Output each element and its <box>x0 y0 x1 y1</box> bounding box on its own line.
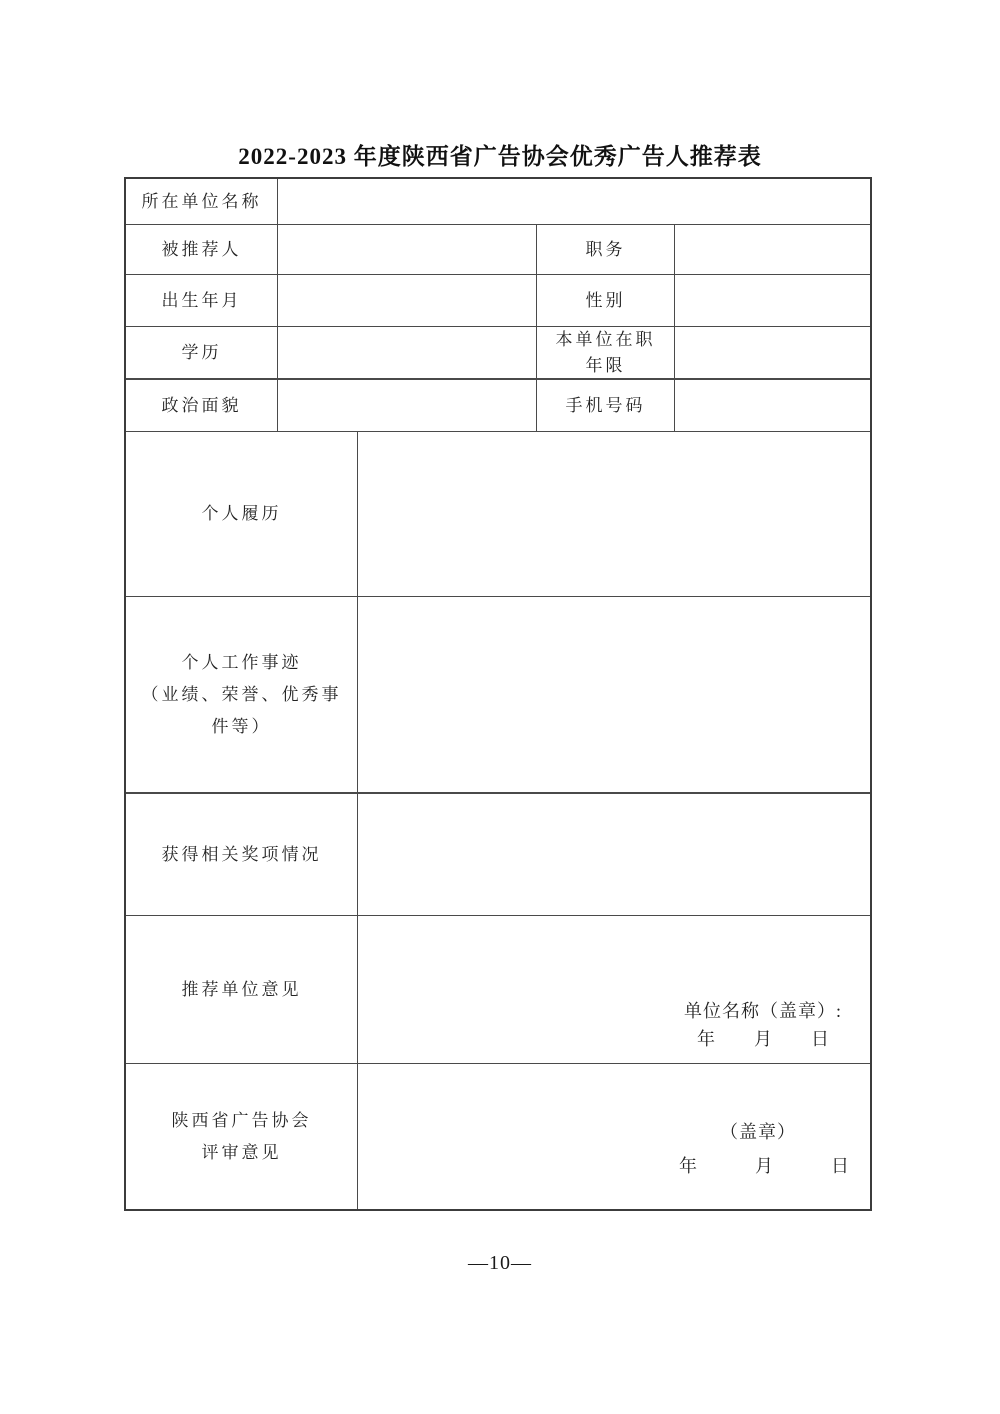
work-achievements-value-cell <box>358 597 870 792</box>
nominee-label-cell <box>126 225 278 274</box>
position-value-cell <box>675 225 870 274</box>
awards-value-cell <box>358 794 870 915</box>
birthdate-value-cell <box>278 275 537 326</box>
education-label-cell <box>126 327 278 378</box>
recommending-unit-opinion-label-cell <box>126 916 358 1063</box>
page-number: —10— <box>468 1252 532 1274</box>
personal-resume-label-cell <box>126 432 358 596</box>
personal-resume-label: 个人履历 <box>201 504 282 523</box>
work-achievements-label-cell <box>126 597 358 792</box>
tenure-label-cell <box>537 327 675 378</box>
association-stamp-label: （盖章） <box>720 1122 796 1142</box>
phone-label-cell <box>537 380 675 431</box>
gender-label: 性别 <box>585 290 626 310</box>
association-stamp-date-line: 年 月 日 <box>679 1156 850 1176</box>
row-political-phone <box>126 380 870 432</box>
row-education-tenure <box>126 327 870 380</box>
unit-name-label: 所在单位名称 <box>141 191 262 211</box>
row-personal-resume <box>126 432 870 597</box>
birthdate-label-cell <box>126 275 278 326</box>
political-status-label: 政治面貌 <box>161 395 242 415</box>
row-birth-gender <box>126 275 870 327</box>
tenure-value-cell <box>675 327 870 378</box>
unit-stamp-block <box>358 997 870 1053</box>
association-review-value-cell <box>358 1064 870 1209</box>
row-nominee-position <box>126 225 870 275</box>
phone-value-cell <box>675 380 870 431</box>
awards-label: 获得相关奖项情况 <box>161 844 322 864</box>
education-label: 学历 <box>181 342 222 362</box>
unit-stamp-label: 单位名称（盖章）: <box>683 1001 842 1021</box>
row-recommending-unit-opinion <box>126 916 870 1064</box>
nominee-value-cell <box>278 225 537 274</box>
association-review-label-cell <box>126 1064 358 1209</box>
row-work-achievements <box>126 597 870 794</box>
recommending-unit-opinion-label: 推荐单位意见 <box>181 979 302 999</box>
political-status-value-cell <box>278 380 537 431</box>
association-stamp-block <box>358 1115 870 1183</box>
personal-resume-value-cell <box>358 432 870 596</box>
tenure-label: 本单位在职 年限 <box>555 329 656 375</box>
phone-label: 手机号码 <box>565 395 646 415</box>
birthdate-label: 出生年月 <box>161 290 242 310</box>
form-title: 2022-2023 年度陕西省广告协会优秀广告人推荐表 <box>238 144 762 169</box>
position-label: 职务 <box>585 239 626 259</box>
recommending-unit-opinion-value-cell <box>358 916 870 1063</box>
education-value-cell <box>278 327 537 378</box>
nominee-label: 被推荐人 <box>161 239 242 259</box>
gender-value-cell <box>675 275 870 326</box>
row-association-review-opinion <box>126 1064 870 1209</box>
recommendation-table <box>124 177 872 1211</box>
unit-name-value-cell <box>278 179 870 224</box>
unit-stamp-date-line: 年 月 日 <box>697 1029 830 1049</box>
political-status-label-cell <box>126 380 278 431</box>
gender-label-cell <box>537 275 675 326</box>
association-review-label: 陕西省广告协会 评审意见 <box>171 1110 312 1162</box>
work-achievements-label: 个人工作事迹 （业绩、荣誉、优秀事 件等） <box>141 652 342 736</box>
row-unit-name <box>126 179 870 225</box>
row-awards <box>126 794 870 916</box>
position-label-cell <box>537 225 675 274</box>
unit-name-label-cell <box>126 179 278 224</box>
awards-label-cell <box>126 794 358 915</box>
